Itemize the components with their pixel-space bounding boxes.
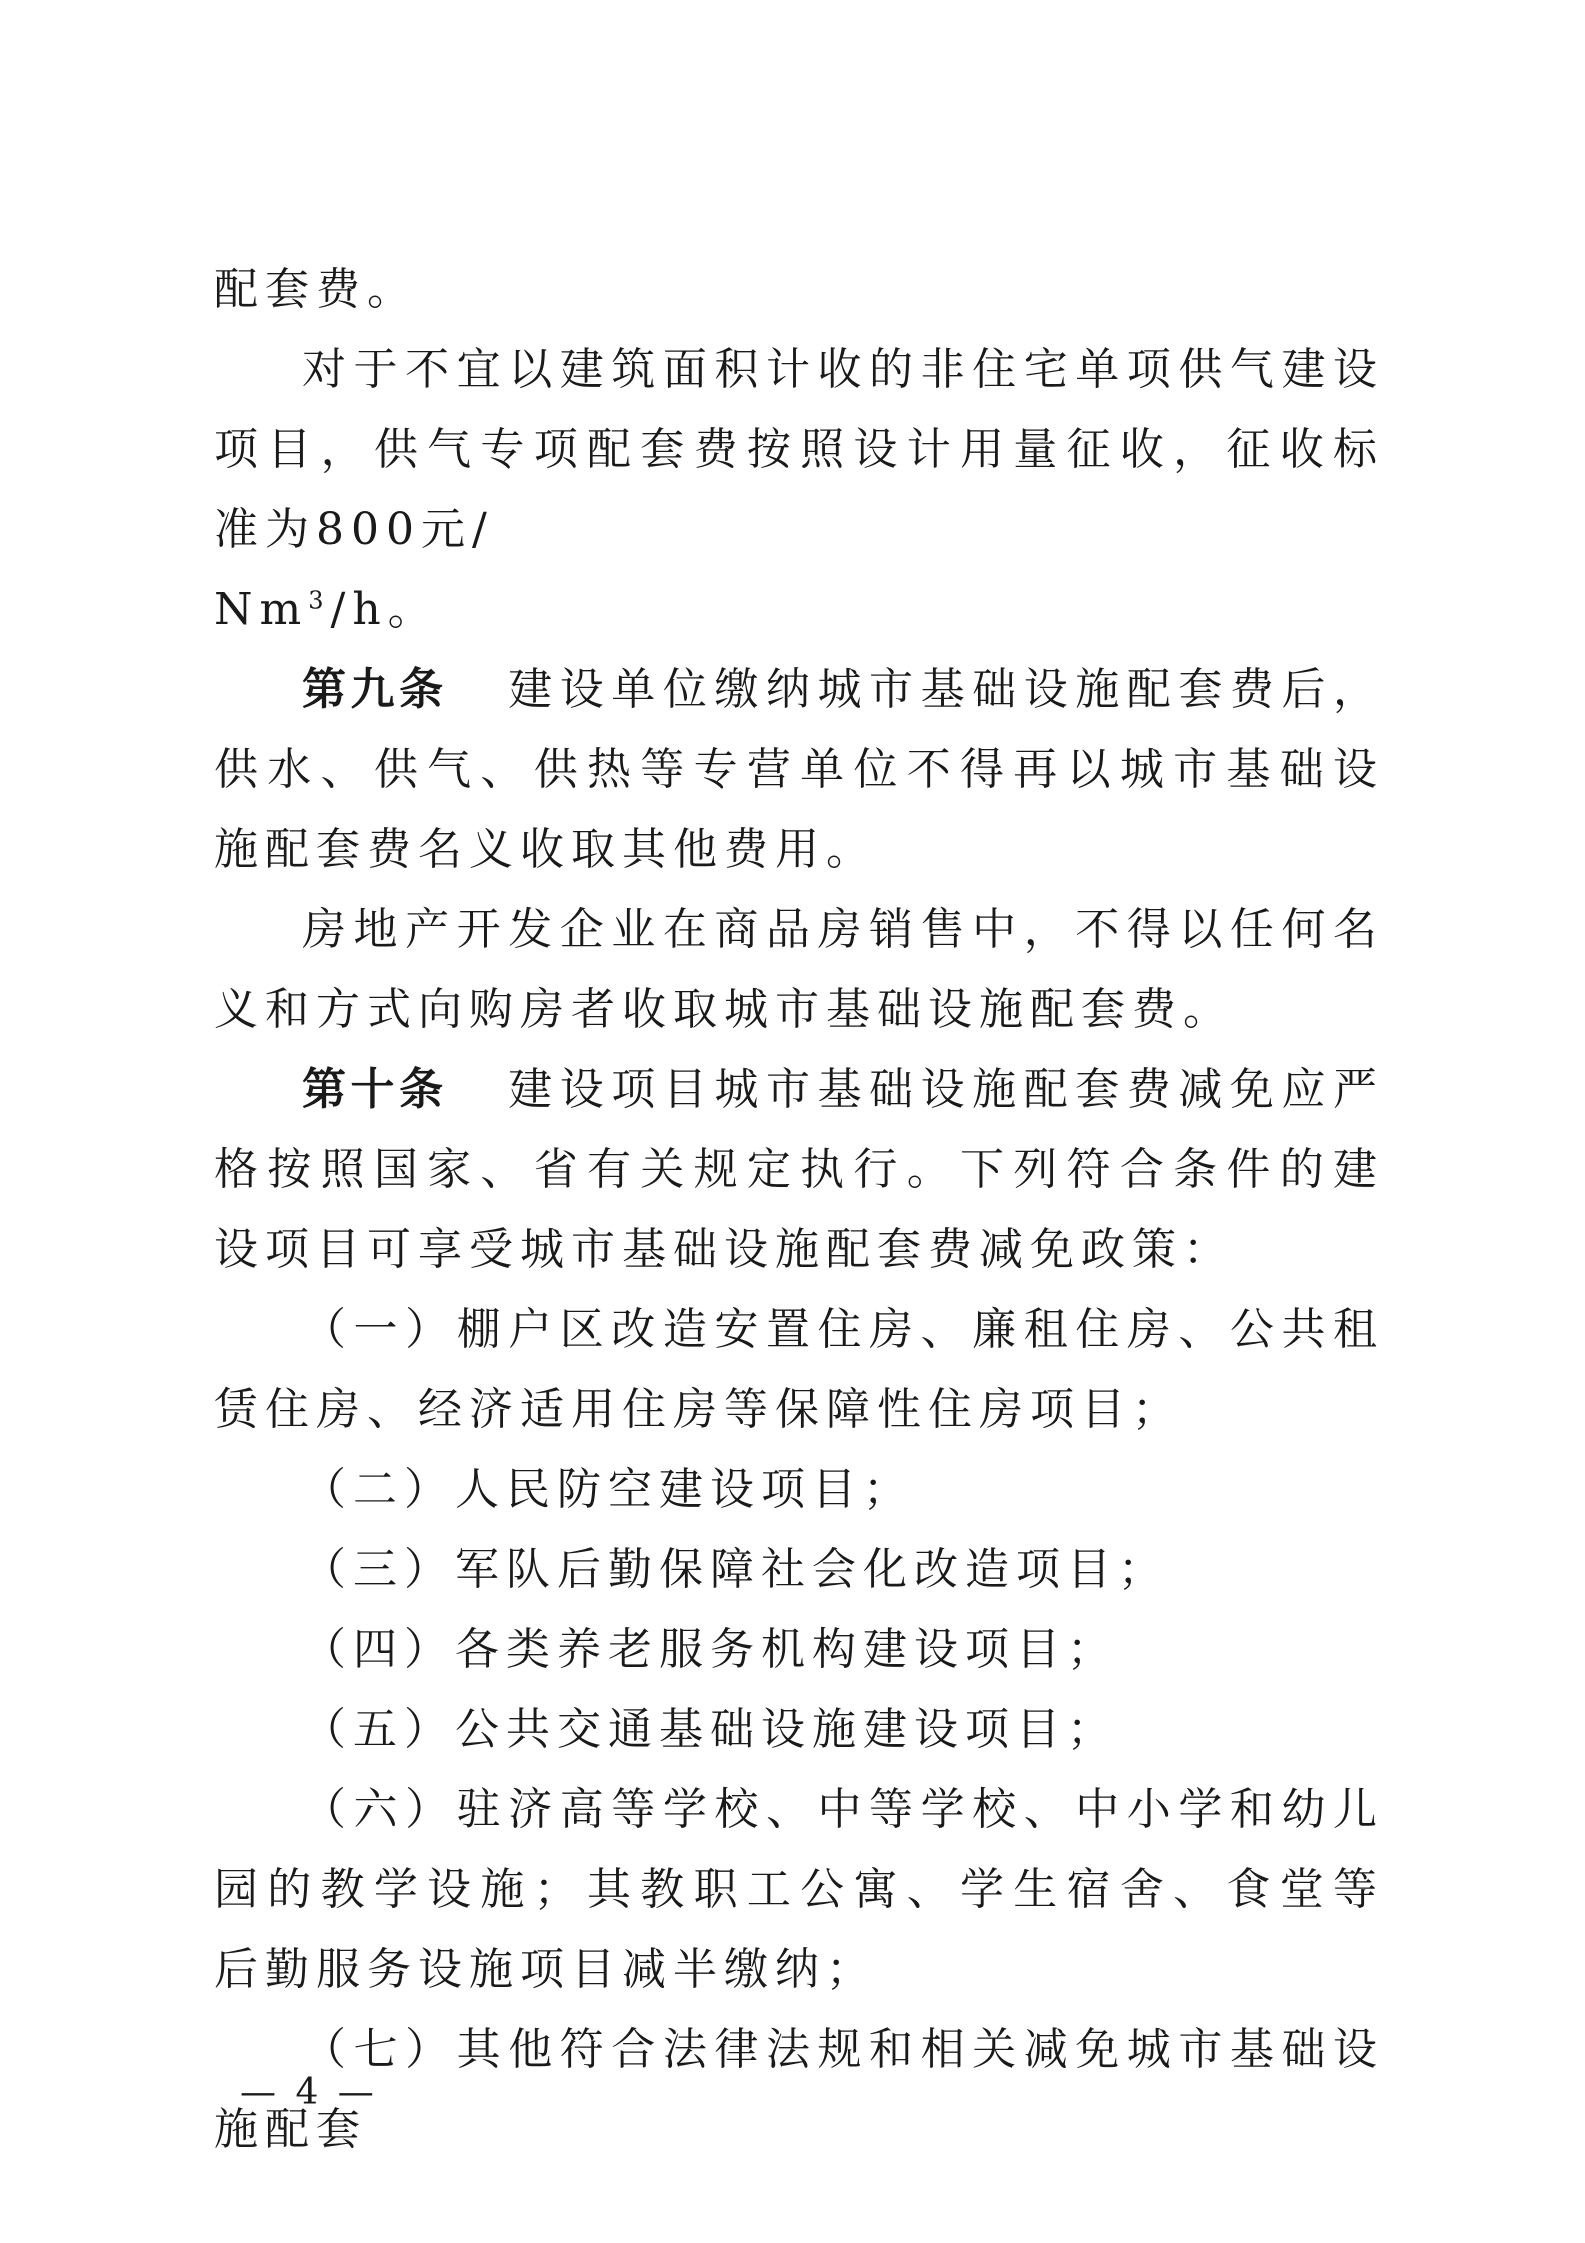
article-paragraph bbox=[214, 1050, 1384, 1290]
list-item bbox=[214, 1290, 1384, 1450]
paragraph-unit bbox=[214, 570, 1384, 650]
list-item-text: （二）人民防空建设项目； bbox=[302, 1464, 914, 1515]
paragraph-text: 配套费。 bbox=[214, 264, 418, 315]
list-item-text: （六）驻济高等学校、中等学校、中小学和幼儿园的教学设施；其教职工公寓、学生宿舍、食堂等后勤服务设施项目减半缴纳； bbox=[214, 1784, 1384, 1995]
article-paragraph bbox=[214, 650, 1384, 890]
body-text bbox=[214, 250, 1384, 2170]
unit-superscript: 3 bbox=[308, 586, 331, 615]
paragraph-text: 建设项目城市基础设施配套费减免应严格按照国家、省有关规定执行。下列符合条件的建设项目可享受城市基础设施配套费减免政策： bbox=[214, 1064, 1385, 1275]
list-item-text: （七）其他符合法律法规和相关减免城市基础设施配套 bbox=[214, 2024, 1384, 2155]
paragraph-text: 对于不宜以建筑面积计收的非住宅单项供气建设项目，供气专项配套费按照设计用量征收，征收标准为800元/ bbox=[214, 344, 1384, 555]
list-item bbox=[214, 1610, 1384, 1690]
paragraph bbox=[214, 330, 1384, 570]
unit-tail: /h。 bbox=[330, 584, 439, 635]
list-item bbox=[214, 2010, 1384, 2170]
paragraph-text: 房地产开发企业在商品房销售中，不得以任何名义和方式向购房者收取城市基础设施配套费。 bbox=[214, 904, 1384, 1035]
unit-text: Nm bbox=[214, 584, 309, 635]
list-item bbox=[214, 1690, 1384, 1770]
list-item-text: （三）军队后勤保障社会化改造项目； bbox=[302, 1544, 1169, 1595]
list-item-text: （五）公共交通基础设施建设项目； bbox=[302, 1704, 1118, 1755]
paragraph bbox=[214, 890, 1384, 1050]
paragraph bbox=[214, 250, 1384, 330]
list-item bbox=[214, 1770, 1384, 2010]
paragraph-text: 建设单位缴纳城市基础设施配套费后，供水、供气、供热等专营单位不得再以城市基础设施配套费名义收取其他费用。 bbox=[214, 664, 1385, 875]
page-number: — 4 — bbox=[240, 2072, 378, 2113]
list-item-text: （一）棚户区改造安置住房、廉租住房、公共租赁住房、经济适用住房等保障性住房项目； bbox=[214, 1304, 1384, 1435]
list-item bbox=[214, 1530, 1384, 1610]
article-number: 第九条 bbox=[302, 664, 448, 715]
list-item bbox=[214, 1450, 1384, 1530]
article-number: 第十条 bbox=[302, 1064, 448, 1115]
list-item-text: （四）各类养老服务机构建设项目； bbox=[302, 1624, 1118, 1675]
